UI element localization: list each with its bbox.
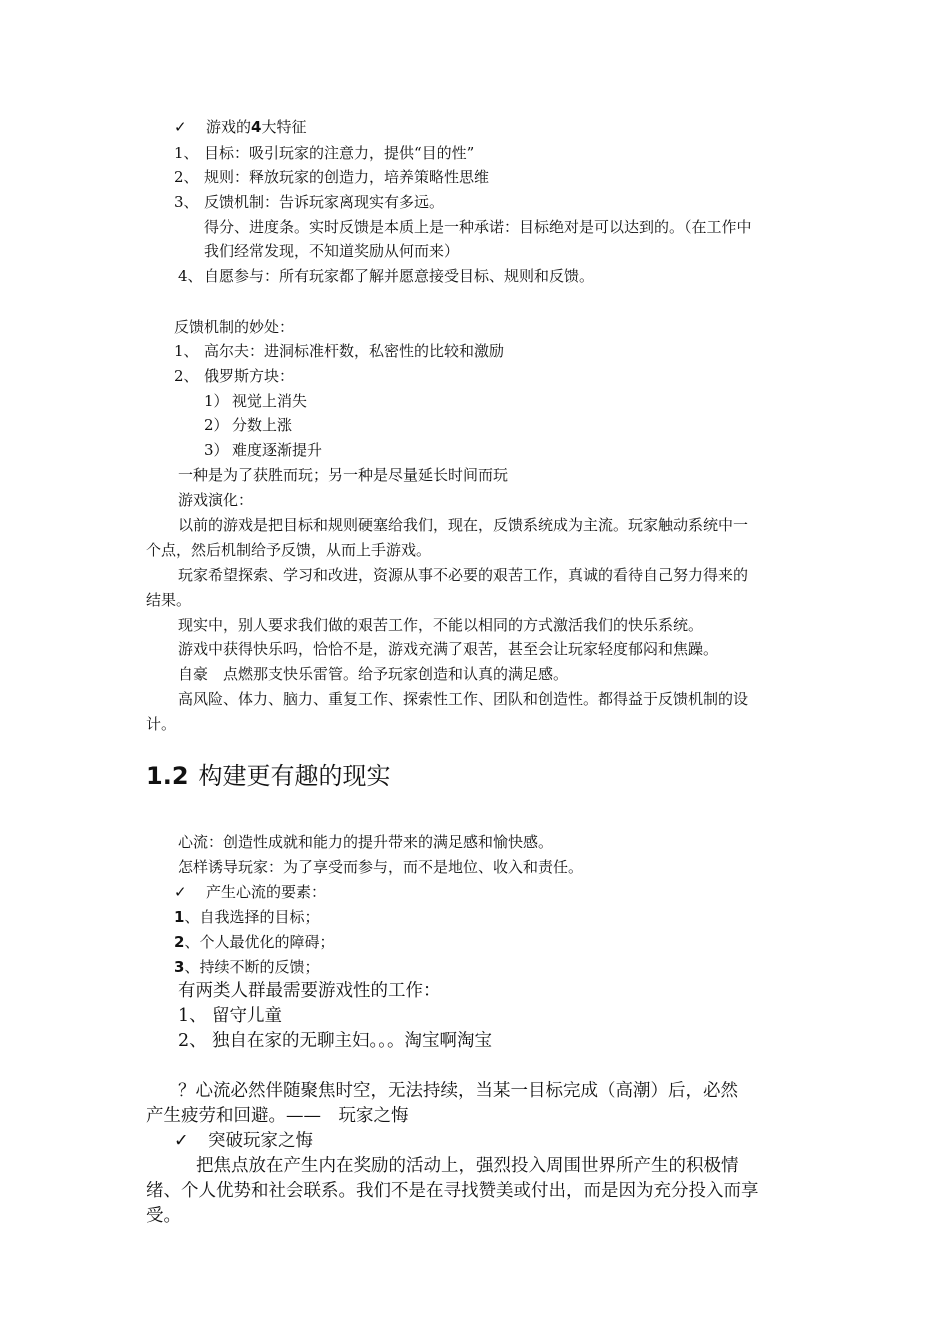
group-item-text: 独自在家的无聊主妇。。。淘宝啊淘宝 (212, 1031, 492, 1051)
tetris-subitem (204, 439, 322, 461)
flow-elements-heading (174, 881, 326, 903)
paragraph-line: 以前的游戏是把目标和规则硬塞给我们，现在，反馈系统成为主流。玩家触动系统中一 (178, 516, 749, 534)
feedback-detail-line-1: 得分、进度条。实时反馈是本质上是一种承诺：目标绝对是可以达到的。（在工作中 (204, 218, 752, 236)
paragraph-line: 结果。 (146, 591, 192, 609)
section-number: 1.2 (146, 762, 189, 790)
checkmark-icon: ✓ (174, 1131, 189, 1151)
play-types-line: 一种是为了获胜而玩；另一种是尽量延长时间而玩 (178, 466, 509, 484)
feature-item (174, 166, 489, 188)
paragraph-line: 现实中，别人要求我们做的艰苦工作，不能以相同的方式激活我们的快乐系统。 (178, 616, 704, 634)
feedback-item (174, 340, 504, 362)
paragraph-line: 产生疲劳和回避。—— 玩家之悔 (146, 1106, 409, 1126)
tetris-subitem-text: 视觉上消失 (232, 392, 308, 410)
group-item-num: 1、 (178, 1006, 207, 1026)
feature-item-text: 自愿参与：所有玩家都了解并愿意接受目标、规则和反馈。 (204, 267, 595, 285)
induce-line: 怎样诱导玩家：为了享受而参与，而不是地位、收入和责任。 (178, 858, 584, 876)
tetris-subitem-num: 3） (204, 441, 229, 459)
flow-element-num: 1 (174, 908, 185, 926)
section-heading (146, 760, 391, 792)
tetris-subitem (204, 390, 307, 412)
feedback-item-text: 高尔夫：进洞标准杆数，私密性的比较和激励 (204, 342, 505, 360)
feature-item-num: 2、 (174, 168, 199, 186)
tetris-subitem-text: 难度逐渐提升 (232, 441, 323, 459)
feature-item (174, 142, 474, 164)
paragraph-line: 绪、个人优势和社会联系。我们不是在寻找赞美或付出，而是因为充分投入而享 (146, 1181, 759, 1201)
features-heading-pre: 游戏的 (206, 118, 252, 136)
feedback-item (174, 365, 294, 387)
flow-elements-title: 产生心流的要素： (206, 883, 327, 901)
feedback-item-text: 俄罗斯方块： (204, 367, 295, 385)
feedback-item-num: 2、 (174, 367, 199, 385)
feature-item (174, 191, 444, 213)
paragraph-line: 个点，然后机制给予反馈，从而上手游戏。 (146, 541, 432, 559)
feature-item-num: 1、 (174, 144, 199, 162)
group-item (178, 1028, 492, 1054)
group-item-text: 留守儿童 (212, 1006, 282, 1026)
feedback-item-num: 1、 (174, 342, 199, 360)
flow-element-text: 、个人最优化的障碍； (184, 933, 335, 951)
group-item-num: 2、 (178, 1031, 207, 1051)
feature-item-num: 4、 (178, 267, 203, 285)
checkmark-icon: ✓ (174, 118, 187, 136)
feedback-detail-line-2: 我们经常发现，不知道奖励从何而来） (204, 242, 460, 260)
paragraph-line: ？心流必然伴随聚焦时空，无法持续，当某一目标完成（高潮）后，必然 (178, 1081, 738, 1101)
paragraph-line: 受。 (146, 1206, 181, 1226)
break-title: 突破玩家之悔 (208, 1131, 313, 1151)
groups-title: 有两类人群最需要游戏性的工作： (178, 981, 441, 1001)
paragraph-line: 自豪 点燃那支快乐雷管。给予玩家创造和认真的满足感。 (178, 665, 569, 683)
flow-definition: 心流：创造性成就和能力的提升带来的满足感和愉快感。 (178, 833, 554, 851)
flow-element (174, 931, 334, 953)
flow-element (174, 906, 319, 928)
checkmark-icon: ✓ (174, 883, 187, 901)
paragraph-line: 游戏中获得快乐吗，恰恰不是，游戏充满了艰苦，甚至会让玩家轻度郁闷和焦躁。 (178, 640, 719, 658)
group-item (178, 1003, 282, 1029)
flow-element-num: 2 (174, 933, 185, 951)
flow-element-text: 、持续不断的反馈； (184, 958, 320, 976)
features-heading (174, 116, 306, 138)
paragraph-line: 把焦点放在产生内在奖励的活动上，强烈投入周围世界所产生的积极情 (196, 1156, 739, 1176)
paragraph-line: 计。 (146, 715, 177, 733)
tetris-subitem (204, 414, 292, 436)
flow-element (174, 956, 319, 978)
section-title: 构建更有趣的现实 (198, 762, 391, 790)
paragraph-line: 高风险、体力、脑力、重复工作、探索性工作、团队和创造性。都得益于反馈机制的设 (178, 690, 749, 708)
feature-item (178, 265, 594, 287)
flow-element-text: 、自我选择的目标； (184, 908, 320, 926)
tetris-subitem-num: 1） (204, 392, 229, 410)
flow-element-num: 3 (174, 958, 185, 976)
tetris-subitem-num: 2） (204, 416, 229, 434)
feature-item-text: 反馈机制：告诉玩家离现实有多远。 (204, 193, 445, 211)
features-heading-num: 4 (251, 118, 262, 136)
features-heading-post: 大特征 (261, 118, 307, 136)
feedback-title: 反馈机制的妙处： (174, 318, 295, 336)
break-heading (174, 1128, 313, 1154)
paragraph-line: 玩家希望探索、学习和改进，资源从事不必要的艰苦工作，真诚的看待自己努力得来的 (178, 566, 749, 584)
feature-item-text: 目标：吸引玩家的注意力，提供“目的性” (204, 144, 475, 162)
feature-item-num: 3、 (174, 193, 199, 211)
feature-item-text: 规则：释放玩家的创造力，培养策略性思维 (204, 168, 490, 186)
evolution-title: 游戏演化： (178, 491, 254, 509)
tetris-subitem-text: 分数上涨 (232, 416, 293, 434)
